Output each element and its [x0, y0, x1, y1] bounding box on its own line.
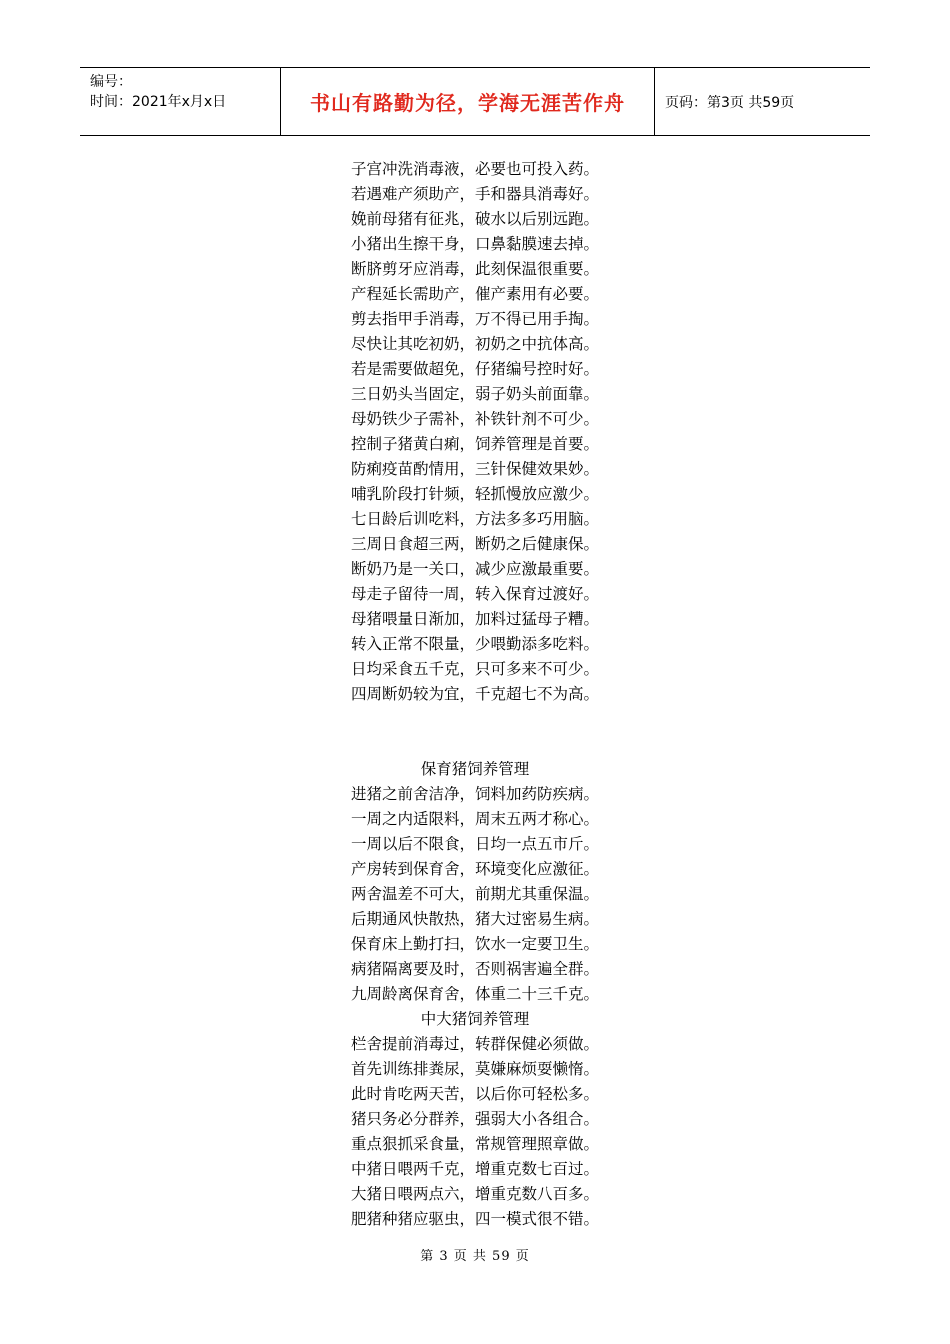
verse-line: 三周日食超三两，断奶之后健康保。 [350, 535, 599, 553]
verse-line: 此时肯吃两天苦，以后你可轻松多。 [350, 1085, 599, 1103]
verse-line: 产程延长需助产，催产素用有必要。 [350, 285, 599, 303]
verse-line: 七日龄后训吃料，方法多多巧用脑。 [350, 510, 599, 528]
number-label: 编号： [90, 74, 132, 90]
verse-line: 防痢疫苗酌情用，三针保健效果妙。 [350, 460, 599, 478]
motto-text: 书山有路勤为径，学海无涯苦作舟 [310, 91, 625, 115]
verse-line: 保育床上勤打扫，饮水一定要卫生。 [350, 935, 599, 953]
verse-line: 断脐剪牙应消毒，此刻保温很重要。 [350, 260, 599, 278]
page-footer [0, 1245, 950, 1264]
verse-line: 大猪日喂两点六，增重克数八百多。 [350, 1185, 599, 1203]
section-farrowing [0, 157, 950, 707]
verse-line: 日均采食五千克，只可多来不可少。 [350, 660, 599, 678]
verse-line: 母奶铁少子需补，补铁针剂不可少。 [350, 410, 599, 428]
verse-line: 哺乳阶段打针频，轻抓慢放应激少。 [350, 485, 599, 503]
verse-line: 进猪之前舍洁净，饲料加药防疾病。 [350, 785, 599, 803]
verse-line: 肥猪种猪应驱虫，四一模式很不错。 [350, 1210, 599, 1228]
document-body [0, 157, 950, 1232]
verse-line: 首先训练排粪尿，莫嫌麻烦耍懒惰。 [350, 1060, 599, 1078]
verse-line: 九周龄离保育舍，体重二十三千克。 [350, 985, 599, 1003]
verse-line: 后期通风快散热，猪大过密易生病。 [350, 910, 599, 928]
section-title-grower: 中大猪饲养管理 [420, 1010, 530, 1028]
verse-line: 转入正常不限量，少喂勤添多吃料。 [350, 635, 599, 653]
verse-line: 四周断奶较为宜，千克超七不为高。 [350, 685, 599, 703]
verse-line: 一周以后不限食，日均一点五市斤。 [350, 835, 599, 853]
verse-line: 产房转到保育舍，环境变化应激征。 [350, 860, 599, 878]
section-nursery [0, 782, 950, 1007]
verse-line: 病猪隔离要及时，否则祸害遍全群。 [350, 960, 599, 978]
verse-line: 控制子猪黄白痢，饲养管理是首要。 [350, 435, 599, 453]
page-info: 页码：第3页 共59页 [665, 94, 795, 111]
verse-line: 断奶乃是一关口，减少应激最重要。 [350, 560, 599, 578]
verse-line: 两舍温差不可大，前期尤其重保温。 [350, 885, 599, 903]
verse-line: 小猪出生擦干身，口鼻黏膜速去掉。 [350, 235, 599, 253]
section-title-nursery: 保育猪饲养管理 [420, 760, 530, 778]
header-motto-cell [281, 68, 655, 135]
verse-line: 栏舍提前消毒过，转群保健必须做。 [350, 1035, 599, 1053]
page-header [80, 67, 870, 136]
verse-line: 一周之内适限料，周末五两才称心。 [350, 810, 599, 828]
verse-line: 三日奶头当固定，弱子奶头前面靠。 [350, 385, 599, 403]
header-meta [80, 68, 281, 135]
verse-line: 娩前母猪有征兆，破水以后别远跑。 [350, 210, 599, 228]
verse-line: 剪去指甲手消毒，万不得已用手掏。 [350, 310, 599, 328]
verse-line: 重点狠抓采食量，常规管理照章做。 [350, 1135, 599, 1153]
section-gap [0, 707, 950, 757]
section-grower [0, 1032, 950, 1232]
verse-line: 若是需要做超免，仔猪编号控时好。 [350, 360, 599, 378]
verse-line: 若遇难产须助产，手和器具消毒好。 [350, 185, 599, 203]
header-page-info-cell [655, 68, 870, 135]
verse-line: 母猪喂量日渐加，加料过猛母子糟。 [350, 610, 599, 628]
verse-line: 母走子留待一周，转入保育过渡好。 [350, 585, 599, 603]
date-label: 时间：2021年x月x日 [90, 94, 227, 110]
verse-line: 子宫冲洗消毒液，必要也可投入药。 [350, 160, 599, 178]
verse-line: 中猪日喂两千克，增重克数七百过。 [350, 1160, 599, 1178]
verse-line: 猪只务必分群养，强弱大小各组合。 [350, 1110, 599, 1128]
verse-line: 尽快让其吃初奶，初奶之中抗体高。 [350, 335, 599, 353]
footer-page-number: 第 3 页 共 59 页 [420, 1249, 530, 1264]
